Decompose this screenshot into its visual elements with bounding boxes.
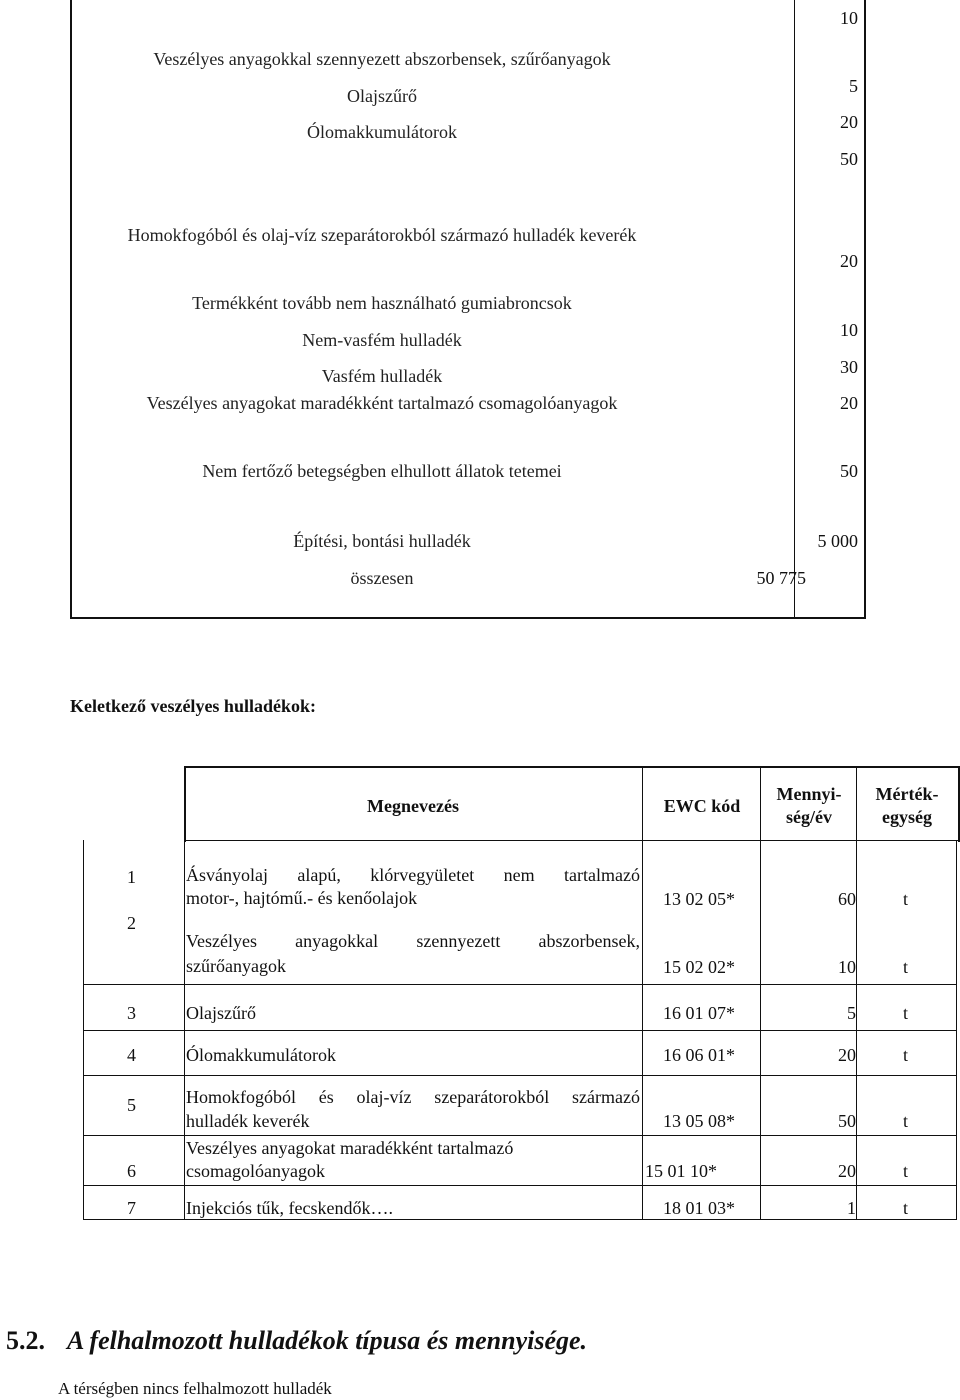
- table-cell-label: Veszélyes anyagokat maradékként tartalmazó csomagolóanyagok: [146, 393, 618, 413]
- row-name-line2: szűrőanyagok: [186, 956, 286, 976]
- row-unit: t: [903, 889, 909, 909]
- table-cell-qty: 50: [840, 461, 858, 481]
- row-qty: 60: [838, 889, 856, 909]
- total-value: 50 775: [756, 568, 806, 588]
- row-qty: 5: [847, 1003, 856, 1023]
- row-unit: t: [903, 1161, 909, 1181]
- row-name-line1: Veszélyes anyagokat maradékként tartalmazó: [186, 1138, 514, 1158]
- row-unit: t: [903, 1198, 909, 1218]
- row-unit: t: [903, 1003, 909, 1023]
- row-number: 6: [127, 1161, 136, 1181]
- row-number: 7: [127, 1198, 136, 1218]
- table-cell-label: Nem fertőző betegségben elhullott állatok tetemei: [202, 461, 562, 481]
- row-number: 1: [127, 867, 136, 887]
- table-cell-qty: 20: [840, 251, 858, 271]
- row-qty: 50: [838, 1111, 856, 1131]
- row-name: Olajszűrő: [186, 1003, 256, 1023]
- table-cell-qty: 5 000: [817, 531, 858, 551]
- table-cell-qty: 30: [840, 357, 858, 377]
- row-qty: 10: [838, 957, 856, 977]
- row-name-line2: csomagolóanyagok: [186, 1161, 325, 1181]
- table-cell-qty: 5: [849, 76, 858, 96]
- section-number: 5.2.: [6, 1326, 45, 1355]
- row-number: 3: [127, 1003, 136, 1023]
- row-qty: 1: [847, 1198, 856, 1218]
- row-number: 4: [127, 1045, 136, 1065]
- table-cell-qty: 50: [840, 149, 858, 169]
- row-qty: 20: [838, 1045, 856, 1065]
- row-ewc: 13 02 05*: [663, 889, 735, 909]
- row-name: Injekciós tűk, fecskendők….: [186, 1198, 393, 1218]
- header-unit-line2: egység: [882, 807, 932, 827]
- table-cell-label: Olajszűrő: [347, 86, 417, 106]
- section-title: [6, 1326, 587, 1356]
- row-name-line2: motor-, hajtómű.- és kenőolajok: [186, 888, 418, 908]
- table-column-divider: [794, 0, 795, 617]
- row-unit: t: [903, 1045, 909, 1065]
- hazardous-waste-heading: Keletkező veszélyes hulladékok:: [70, 696, 316, 716]
- table-cell-label: Vasfém hulladék: [321, 366, 443, 386]
- row-ewc: 16 06 01*: [663, 1045, 735, 1065]
- table-cell-qty: 10: [840, 8, 858, 28]
- row-number: 5: [127, 1095, 136, 1115]
- section-title-text: A felhalmozott hulladékok típusa és mennyisége.: [67, 1326, 588, 1355]
- row-name-line1: Veszélyes anyagokkal szennyezett abszorbensek,: [186, 931, 640, 951]
- table-cell-qty: 20: [840, 112, 858, 132]
- row-name-line1: Ásványolaj alapú, klórvegyületet nem tartalmazó: [186, 865, 640, 885]
- table-cell-label: Nem-vasfém hulladék: [302, 330, 462, 350]
- row-unit: t: [903, 957, 909, 977]
- total-label: összesen: [350, 568, 414, 588]
- row-name-line2: hulladék keverék: [186, 1111, 310, 1131]
- header-name: Megnevezés: [367, 796, 459, 816]
- row-ewc: 13 05 08*: [663, 1111, 735, 1131]
- table-cell-label: Veszélyes anyagokkal szennyezett abszorbensek, szűrőanyagok: [153, 49, 611, 69]
- header-unit-line1: Mérték-: [875, 784, 939, 804]
- row-ewc: 18 01 03*: [663, 1198, 735, 1218]
- row-name-line1: Homokfogóból és olaj-víz szeparátorokból származó: [186, 1087, 640, 1107]
- table-cell-qty: 10: [840, 320, 858, 340]
- row-name: Ólomakkumulátorok: [186, 1045, 336, 1065]
- row-ewc: 15 02 02*: [663, 957, 735, 977]
- header-qty-line2: ség/év: [786, 807, 832, 827]
- row-ewc: 15 01 10*: [645, 1161, 717, 1181]
- header-qty-line1: Mennyi-: [776, 784, 842, 804]
- row-number: 2: [127, 913, 136, 933]
- row-ewc: 16 01 07*: [663, 1003, 735, 1023]
- table-cell-label: Ólomakkumulátorok: [307, 122, 457, 142]
- table-cell-qty: 20: [840, 393, 858, 413]
- table-cell-label: Homokfogóból és olaj-víz szeparátorokból származó hulladék keverék: [127, 225, 637, 245]
- table-cell-label: Építési, bontási hulladék: [293, 531, 471, 551]
- row-qty: 20: [838, 1161, 856, 1181]
- row-unit: t: [903, 1111, 909, 1131]
- table-cell-label: Termékként tovább nem használható gumiabroncsok: [192, 293, 572, 313]
- header-ewc: EWC kód: [663, 796, 741, 816]
- section-note: A térségben nincs felhalmozott hulladék: [58, 1379, 332, 1398]
